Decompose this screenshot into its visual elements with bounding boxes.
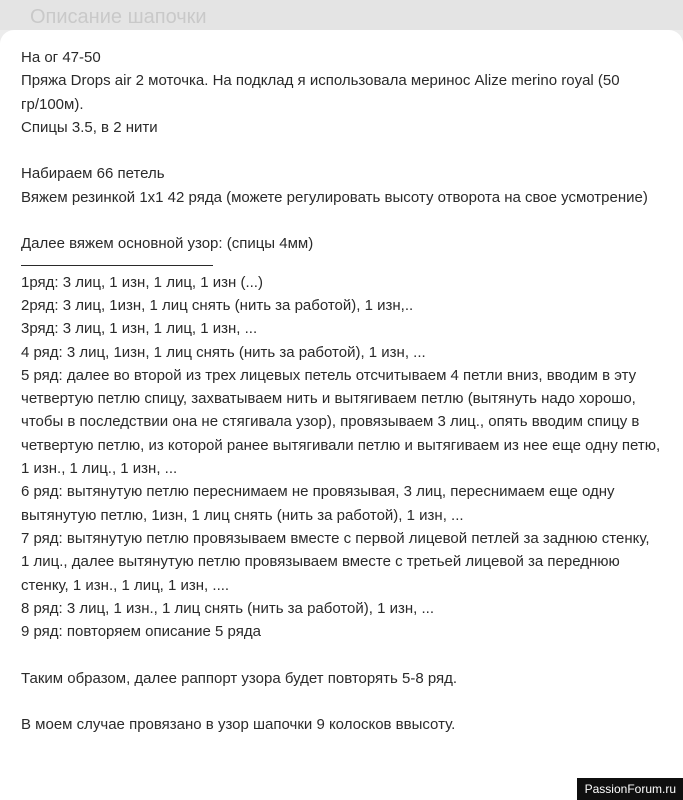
row-2: 2ряд: 3 лиц, 1изн, 1 лиц снять (нить за работой), 1 изн,.. (21, 296, 414, 314)
pattern-heading: Далее вяжем основной узор: (спицы 4мм) (21, 235, 314, 253)
row-4: 4 ряд: 3 лиц, 1изн, 1 лиц снять (нить за работой), 1 изн, ... (21, 343, 426, 361)
cast-on-line: Набираем 66 петель (21, 165, 165, 183)
spacer (21, 690, 661, 713)
row-6: 6 ряд: вытянутую петлю переснимаем не провязывая, 3 лиц, переснимаем еще одну вытянутую петлю, 1изн, 1 лиц снять (нить за работой), 1 изн, ... (21, 483, 615, 524)
head-size-line: На ог 47-50 (21, 49, 101, 66)
rib-line: Вяжем резинкой 1х1 42 ряда (можете регулировать высоту отворота на свое усмотрение) (21, 188, 648, 206)
row-3: 3ряд: 3 лиц, 1 изн, 1 лиц, 1 изн, ... (21, 320, 258, 338)
row-1: 1ряд: 3 лиц, 1 изн, 1 лиц, 1 изн (...) (21, 273, 263, 291)
spacer (21, 139, 661, 162)
spacer (21, 643, 661, 666)
pattern-text (21, 46, 661, 737)
spacer (21, 209, 661, 232)
row-5: 5 ряд: далее во второй из трех лицевых петель отсчитываем 4 петли вниз, вводим в эту четвертую петлю спицу, захватываем нить и вытягиваем петлю (вытянуть надо хорошо, чтобы в последствии она не стягивала узор), провязываем 3 лиц., опять вводим спицу в четвертую петлю, из которой ранее вытягивали петлю и вытягиваем из нее еще одну петю, 1 изн., 1 лиц., 1 изн, ... (21, 366, 661, 478)
description-card (0, 30, 683, 800)
page-title: Описание шапочки (30, 6, 207, 28)
divider-line (21, 256, 213, 266)
row-9: 9 ряд: повторяем описание 5 ряда (21, 623, 261, 641)
summary-line: Таким образом, далее раппорт узора будет повторять 5-8 ряд. (21, 669, 458, 687)
watermark: PassionForum.ru (577, 778, 683, 800)
result-line: В моем случае провязано в узор шапочки 9 колосков ввысоту. (21, 716, 456, 734)
needles-line: Спицы 3.5, в 2 нити (21, 118, 158, 136)
yarn-line: Пряжа Drops air 2 моточка. На подклад я использовала меринос Alize merino royal (50 гр/100м). (21, 72, 620, 113)
row-7: 7 ряд: вытянутую петлю провязываем вместе с первой лицевой петлей за заднюю стенку, 1 лиц., далее вытянутую петлю провязываем вместе с третьей лицевой за переднюю стенку, 1 изн., 1 лиц, 1 изн, .... (21, 529, 650, 594)
header-strip (0, 0, 683, 30)
row-8: 8 ряд: 3 лиц, 1 изн., 1 лиц снять (нить за работой), 1 изн, ... (21, 599, 434, 617)
